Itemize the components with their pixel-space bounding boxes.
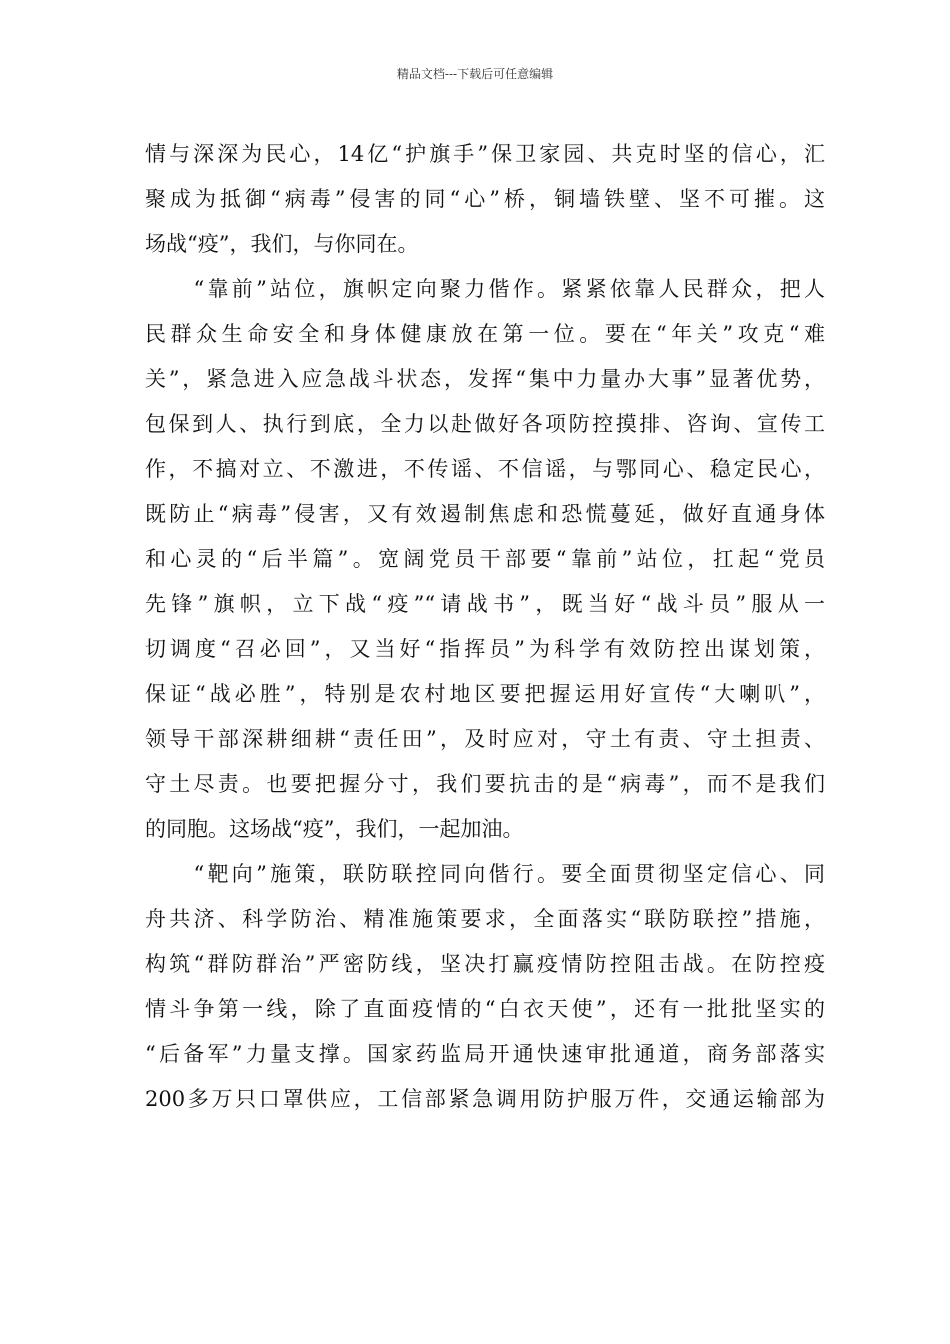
text-line: 情与深深为民心，14亿“护旗手”保卫家园、共克时坚的信心，汇 bbox=[145, 142, 825, 166]
text-line: 先锋”旗帜，立下战“疫”“请战书”，既当好“战斗员”服从一 bbox=[145, 592, 825, 616]
text-line: 守土尽责。也要把握分寸，我们要抗击的是“病毒”，而不是我们 bbox=[145, 772, 825, 796]
text-line: 既防止“病毒”侵害，又有效遏制焦虑和恐慌蔓延，做好直通身体 bbox=[145, 502, 825, 526]
text-line: 作，不搞对立、不激进，不传谣、不信谣，与鄂同心、稳定民心， bbox=[145, 457, 825, 481]
text-line: 切调度“召必回”，又当好“指挥员”为科学有效防控出谋划策， bbox=[145, 637, 825, 661]
text-line: “靠前”站位，旗帜定向聚力偕作。紧紧依靠人民群众，把人 bbox=[145, 277, 825, 301]
document-body bbox=[145, 132, 825, 1122]
text-line: 和心灵的“后半篇”。宽阔党员干部要“靠前”站位，扛起“党员 bbox=[145, 547, 825, 571]
text-line: 民群众生命安全和身体健康放在第一位。要在“年关”攻克“难 bbox=[145, 322, 825, 346]
text-line: 场战“疫”，我们，与你同在。 bbox=[145, 232, 419, 256]
text-line: 领导干部深耕细耕“责任田”，及时应对，守土有责、守土担责、 bbox=[145, 727, 825, 751]
text-line: 情斗争第一线，除了直面疫情的“白衣天使”，还有一批批坚实的 bbox=[145, 997, 825, 1021]
text-line: 舟共济、科学防治、精准施策要求，全面落实“联防联控”措施， bbox=[145, 907, 825, 931]
text-line: 包保到人、执行到底，全力以赴做好各项防控摸排、咨询、宣传工 bbox=[145, 412, 825, 436]
text-line: “靶向”施策，联防联控同向偕行。要全面贯彻坚定信心、同 bbox=[145, 862, 825, 886]
text-line: 保证“战必胜”，特别是农村地区要把握运用好宣传“大喇叭”， bbox=[145, 682, 825, 706]
page-header: 精品文档---下载后可任意编辑 bbox=[396, 67, 554, 81]
text-line: 200多万只口罩供应，工信部紧急调用防护服万件，交通运输部为 bbox=[145, 1087, 825, 1111]
text-line: 关”，紧急进入应急战斗状态，发挥“集中力量办大事”显著优势， bbox=[145, 367, 825, 391]
text-line: 聚成为抵御“病毒”侵害的同“心”桥，铜墙铁壁、坚不可摧。这 bbox=[145, 187, 825, 211]
text-line: “后备军”力量支撑。国家药监局开通快速审批通道，商务部落实 bbox=[145, 1042, 825, 1066]
text-line: 的同胞。这场战“疫”，我们，一起加油。 bbox=[145, 817, 524, 841]
text-line: 构筑“群防群治”严密防线，坚决打赢疫情防控阻击战。在防控疫 bbox=[145, 952, 825, 976]
